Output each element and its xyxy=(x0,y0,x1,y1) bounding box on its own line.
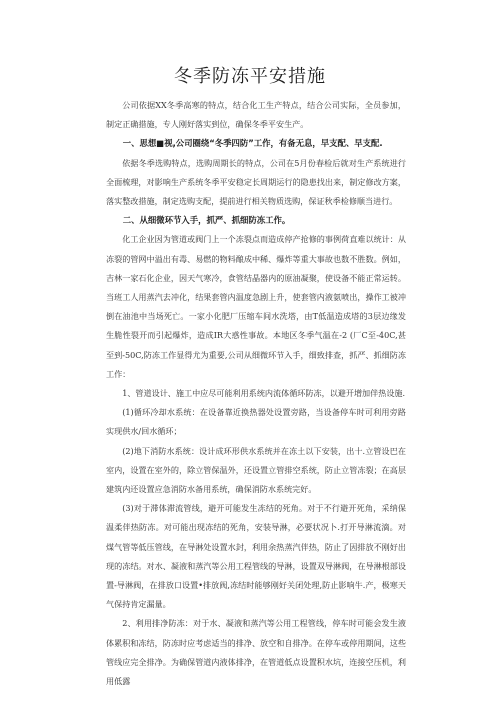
sub-list-item: (2)地下消防水系统：设计成环形供水系统并在冻土以下安装，出十.立管设巴在室内，设置在室外的，除立管保温外，还设置立管排空系统，防止立管冻裂；在高层建筑内还设置应急消防水备用系统，确保消防水系统完好。 xyxy=(106,445,406,495)
list-item: 1、管道设计、施工中应尽可能利用系统内流体循环防冻，以避开增加伴热设施. xyxy=(122,388,406,399)
sub-list-item: (3)对于滞体滞流管线，避开可能发生冻结的死角。对于不行避开死角，采纳保温柔伴热防冻。对可能出现冻结的死角，安装导淋，必要状况卜.打开导淋流滴。对煤气管等低压管线，在导淋处设置水封，利用余热蒸汽伴热，防止了因排放不刚好出现的冻结。对水、凝液和蒸汽等公用工程管线的导淋，设置双导淋阀，在导淋根部设置-导淋阀，在排放口设置•排放阀,冻结时能够刚好关闭处理,防止影响牛.产，极寒天气保持肯定漏量。 xyxy=(106,503,406,610)
sub-list-item: (1)循环冷却水系统：在设备靠近换热器处设置旁路，当设备停车时可利用旁路实现供水/回水循环； xyxy=(106,407,406,437)
section-heading: 二、从细微环节入手，抓严、抓细防冻工作。 xyxy=(122,215,291,226)
paragraph: 化工企业因为管道或阀门上一个冻裂点而造成停产抢修的事例荷直难以统计：从冻裂的管网中溢出有毒、易燃的物料酿成中稀、爆炸等重大事故也数不胜数。例如，吉林一家石化企业，因天气寒冷，食管结晶器内的原油凝聚，使设备不能正常运转。当班工人用蒸汽去冲化，结果套管内温度急剧上升，使套管内液氨喷出，操作工被冲倒在油池中当场死亡。一家小化肥厂压缩车间水洗塔，由T低温造成塔的3层边缘发生脆性裂开而引起爆炸，造成IR大惑性事故。本地区冬季气温在-2 (厂C至-40C,甚至到-50C,防冻工作显得尤为重要,公司从细微环节入手，细致排查，抓严、抓细防冻工作： xyxy=(106,234,406,379)
section-heading: 一、思想■视,公司圈绕“冬季四防”工作，有备无息，早支配、早支配. xyxy=(122,138,383,149)
document-body xyxy=(106,96,406,691)
paragraph: 公司依据XX冬季高寒的特点，结合化工生产特点，结合公司实际，全员参加，制定正确措施，专人刚好落实到位，确保冬季平安生产。 xyxy=(106,100,406,130)
page-title: 冬季防冻平安措施 xyxy=(174,66,326,87)
list-item: 2、利用排净防冻：对于水、凝液和蒸汽等公用工程管线，停车时可能会发生液体累积和冻结，防冻时应考虑适当的排净、放空和自排净。在停车或停用期间，这些管线应完全排净。为确保管道内液体排净，在管道低点设置积水坑，连接空压机，利用低露 xyxy=(106,618,406,687)
paragraph: 依据冬季选购特点，选购周期长的特点，公司在5月份春检后就对生产系统进行全面梳理，对影响生产系统冬季平安稳定长周期运行的隐患找出来，制定修改方案，落实整改措施，制定选购支配，提前进行相关物质选购，保证秋季检修顺当进行。 xyxy=(106,157,406,207)
